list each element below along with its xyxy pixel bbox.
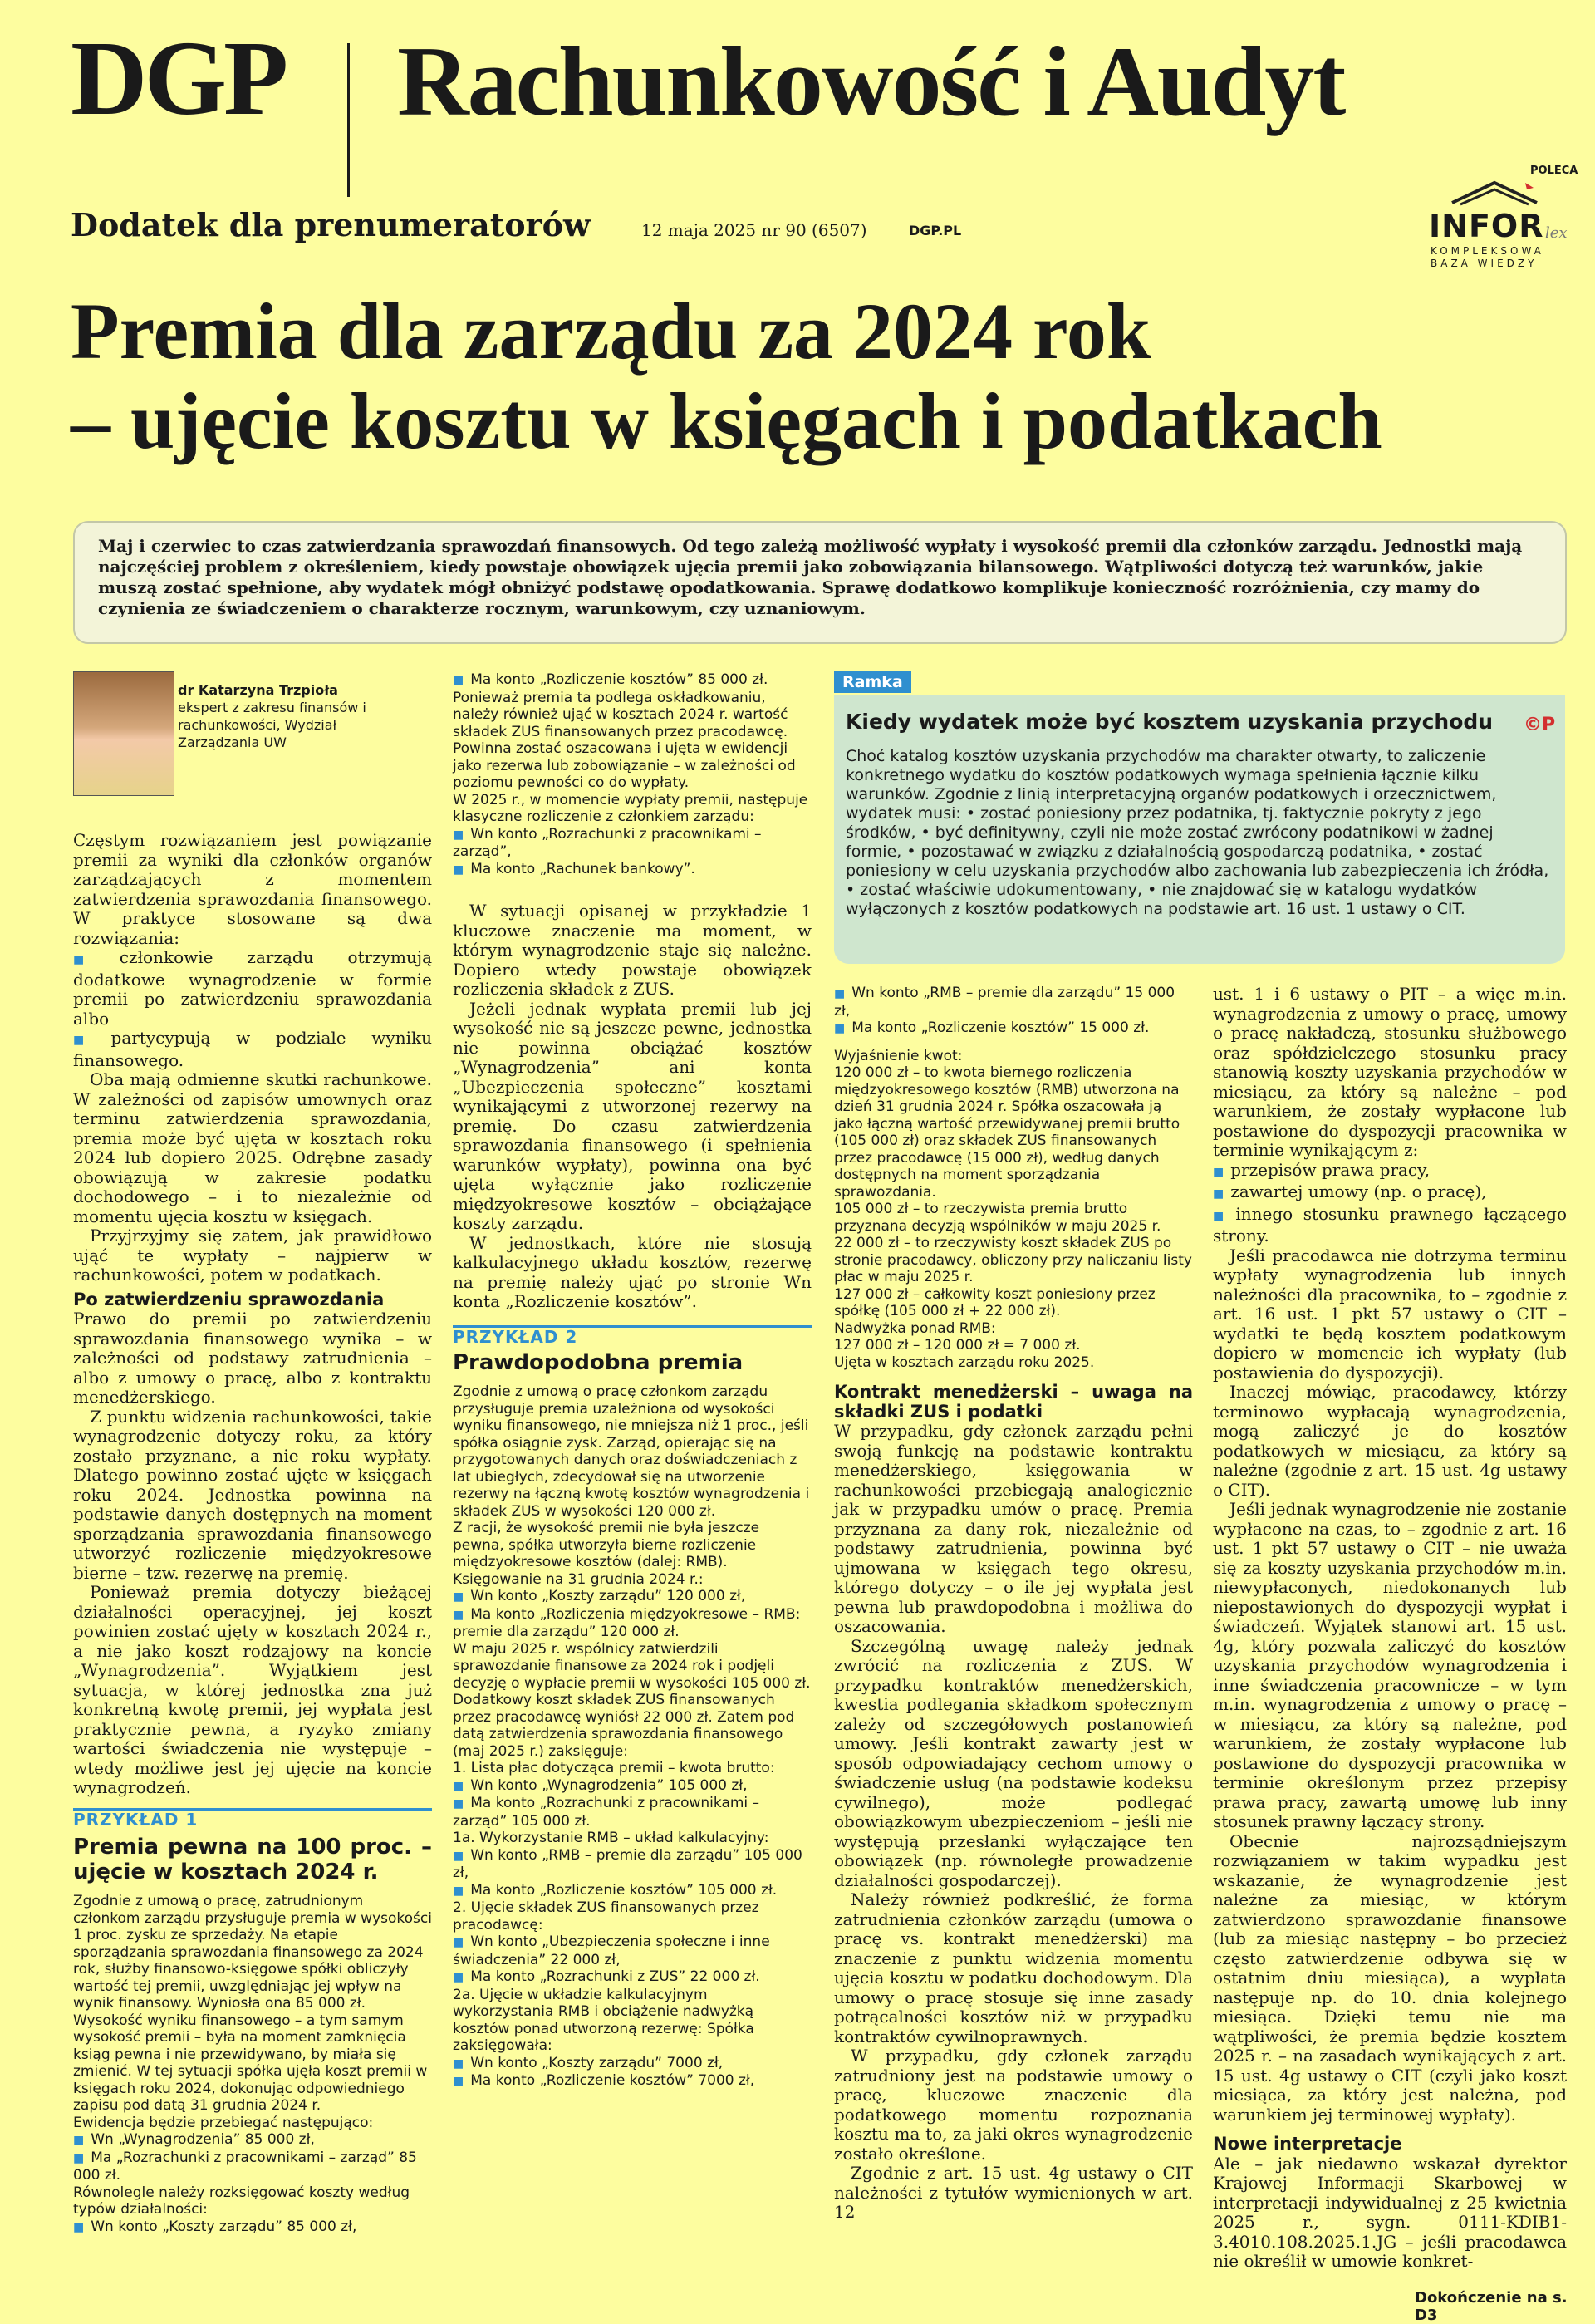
example-body: Równolegle należy rozksięgować koszty według typów działalności: [73, 2184, 410, 2218]
box-body [846, 747, 1553, 919]
example-step: 2a. Ujęcie w układzie kalkulacyjnym wykorzystania RMB i obciążenie nadwyżką kosztów ponad utworzoną rezerwę: Spółka zaksięgowała: [453, 1986, 754, 2054]
author-byline [178, 681, 419, 751]
entry-item: ■ Wn konto „RMB – premie dla zarządu” 15 000 zł, [834, 985, 1193, 1020]
partner-logo: INFOR [1429, 208, 1544, 244]
explanation: 105 000 zł – to rzeczywista premia brutto przyznana decyzją wspólników w maju 2025 r. [834, 1201, 1161, 1235]
explanation: Ujęta w kosztach zarządu roku 2025. [834, 1354, 1095, 1371]
example-step: 2. Ujęcie składek ZUS finansowanych przez pracodawcę: [453, 1899, 759, 1933]
paragraph: Przyjrzyjmy się zatem, jak prawidłowo ująć te wypłaty – najpierw w rachunkowości, potem w podatkach. [73, 1226, 432, 1285]
partner-recommends: POLECA [1530, 165, 1578, 177]
example-body: Ponieważ premia ta podlega oskładkowaniu, należy również ująć w kosztach 2024 r. wartość składek ZUS finansowanych przez pracodawcę. Powinna zostać oszacowana i ujęta w ewidencji jako rezerwa lub zobowiązanie – w zależności od poziomu pewności co do wypłaty. [453, 689, 796, 791]
explanation: 127 000 zł – 120 000 zł = 7 000 zł. [834, 1337, 1081, 1354]
example-step: 1. Lista płac dotycząca premii – kwota brutto: [453, 1760, 775, 1776]
paragraph: Ale – jak niedawno wskazał dyrektor Krajowej Informacji Skarbowej w interpretacji indywidualnej z 25 kwietnia 2025 r., sygn. 0111-KDIB1-3.4010.108.2025.1.JG – jeśli pracodawca nie określił w umowie konkret- [1213, 2153, 1567, 2271]
list-item: ■ członkowie zarządu otrzymują dodatkowe wynagrodzenie w formie premii po zatwierdzeniu sprawozdania albo [73, 948, 432, 1029]
subheading: Nowe interpretacje [1213, 2134, 1402, 2154]
example-body: W 2025 r., w momencie wypłaty premii, następuje klasyczne rozliczenie z członkiem zarządu: [453, 791, 808, 825]
example-body: Zgodnie z umową o pracę, zatrudnionym członkom zarządu przysługuje premia w wysokości 1 proc. zysku ze sprzedaży. Na etapie sporządzania sprawozdania finansowego za 2024 rok, służby finansowo-księgowe spółki obliczyły wartość tej premii, uwzględniając jej wpływ na wynik finansowy. Wyniosła ona 85 000 zł. Wysokość wyniku finansowego – a tym samym wysokość premii – była na moment zamknięcia ksiąg pewna i nie przewidywano, by miała się zmienić. W tej sytuacji spółka ujęła koszt premii w księgach roku 2024, dokonując odpowiedniego zapisu pod datą 31 grudnia 2024 r. [73, 1893, 432, 2114]
headline-line-2: – ujęcie kosztu w księgach i podatkach [71, 376, 1382, 465]
paragraph: W przypadku, gdy członek zarządu zatrudniony jest na podstawie umowy o pracę, kluczowe znaczenie dla podatkowego momentu rozpoznania kosztu ma to, za jaki okres wynagrodzenie zostało określone. [834, 2046, 1193, 2164]
example-body: Ewidencja będzie przebiegać następująco: [73, 2114, 374, 2131]
paragraph: Prawo do premii po zatwierdzeniu sprawozdania finansowego wynika – w zależności od podstawy zatrudnienia – albo z umowy o pracę, albo z kontraktu menedżerskiego. [73, 1309, 432, 1407]
site-link[interactable]: DGP.PL [909, 223, 962, 238]
partner-tagline: KOMPLEKSOWA BAZA WIEDZY [1431, 245, 1544, 269]
paragraph: W przypadku, gdy członek zarządu pełni swoją funkcję na podstawie kontraktu menedżerskiego, księgowania w rachunkowości przebiegają analogicznie jak w przypadku umów o pracę. Premia przyznana za dany rok, niezależnie od podstawy zatrudnienia, powinna być ujmowana w księgach tego okresu, którego dotyczy – o ile jej wypłata jest pewna lub prawdopodobna i możliwa do oszacowania. [834, 1421, 1193, 1636]
lead-box: Maj i czerwiec to czas zatwierdzania sprawozdań finansowych. Od tego zależą możliwość wypłaty i wysokość premii dla członków zarządu. Jednostki mają najczęściej problem z określeniem, kiedy powstaje obowiązek ujęcia premii jako zobowiązania bilansowego. Wątpliwości dotyczą też warunków, jakie muszą zostać spełnione, aby wydatek mógł obniżyć podstawę opodatkowania. Sprawę dodatkowo komplikuje konieczność rozróżnienia, czy mamy do czynienia ze świadczeniem o charakterze rocznym, warunkowym, czy uznaniowym. [73, 521, 1567, 644]
box-text: Choć katalog kosztów uzyskania przychodów ma charakter otwarty, to zaliczenie konkretnego wydatku do kosztów podatkowych wymaga spełnienia łącznie kilku warunków. Zgodnie z linią interpretacyjną organów podatkowych i orzecznictwem, wydatek musi: [846, 747, 1497, 823]
paragraph: Jeśli pracodawca nie dotrzyma terminu wypłaty wynagrodzenia lub innych należności dla pracownika, to – zgodnie z art. 16 ust. 1 pkt 57 ustawy o CIT – wydatki te będą kosztem podatkowym dopiero w momencie ich wypłaty (lub postawienia do dyspozycji). [1213, 1245, 1567, 1383]
info-box [834, 695, 1565, 964]
author-bio: ekspert z zakresu finansów i rachunkowości, Wydział Zarządzania UW [178, 700, 366, 750]
paragraph: W sytuacji opisanej w przykładzie 1 kluczowe znaczenie ma moment, w którym wynagrodzenie staje się należne. Dopiero wtedy powstaje obowiązek rozliczenia składek z ZUS. [453, 901, 812, 999]
entry-item: ■ Ma konto „Rozliczenie kosztów” 15 000 zł. [834, 1020, 1193, 1038]
example-step: 1a. Wykorzystanie RMB – układ kalkulacyjny: [453, 1830, 769, 1846]
entry-item: ■ Wn konto „Ubezpieczenia społeczne i inne świadczenia” 22 000 zł, [453, 1933, 812, 1968]
box-text: • zostać poniesiony przez podatnika, tj. faktycznie pokryty z jego środków, • być definitywny, czyli nie może zostać zwrócony podatnikowi w żadnej formie, • pozostawać w związku z działalnością gospodarczą podatnika, • zostać poniesiony w celu uzyskania przychodów albo zachowania lub zabezpieczenia ich źródła, • zostać właściwie udokumentowany, • nie znajdować się w katalogu wydatków wyłączonych z kosztów podatkowych na podstawie art. 16 ust. 1 ustawy o CIT. [846, 804, 1549, 918]
partner-lex: lex [1545, 224, 1568, 242]
entry-item: ■ Wn konto „Koszty zarządu” 120 000 zł, [453, 1588, 812, 1606]
list-item: ■ zawartej umowy (np. o pracę), [1213, 1182, 1567, 1205]
subheading: Kontrakt menedżerski – uwaga na składki ZUS i podatki [834, 1382, 1193, 1422]
paragraph: Oba mają odmienne skutki rachunkowe. W zależności od zapisów umownych oraz terminu zatwierdzenia sprawozdania, premia może być ujęta w kosztach roku 2024 lub dopiero 2025. Odrębne zasady obowiązują w zakresie podatku dochodowego – i to niezależnie od momentu ujęcia kosztu w księgach. [73, 1069, 432, 1226]
paragraph: Obecnie najrozsądniejszym rozwiązaniem w takim wypadku jest wskazanie, że wynagrodzenie jest należne za miesiąc, w którym zatwierdzono sprawozdanie finansowe (lub za miesiąc następny – bo przecież często zatwierdzenie odbywa się w ostatnim dniu miesiąca), a wypłata następuje np. do 10. dnia kolejnego miesiąca. Dzięki temu nie ma wątpliwości, że premia będzie kosztem 2025 r. – na zasadach wynikających z art. 15 ust. 4g ustawy o CIT (czyli jako koszt miesiąca, za który jest należna, pod warunkiem jej terminowej wypłaty). [1213, 1830, 1567, 2125]
example-title: Prawdopodobna premia [453, 1350, 744, 1375]
example-body: Zgodnie z umową o pracę członkom zarządu przysługuje premia uzależniona od wysokości wyniku finansowego, nie mniejsza niż 1 proc., jeśli spółka osiągnie zysk. Zarząd, opierając się na przygotowanych danych oraz doświadczeniach z lat ubiegłych, zdecydował się na utworzenie rezerwy na łączną kwotę kosztów wynagrodzenia i składek ZUS w wysokości 120 000 zł. [453, 1383, 810, 1520]
explanation: 120 000 zł – to kwota biernego rozliczenia międzyokresowego kosztów (RMB) utworzona na dzień 31 grudnia 2024 r. Spółka oszacowała ją jako łączną wartość przewidywanej premii brutto (105 000 zł) oraz składek ZUS finansowanych przez pracodawcę (15 000 zł), według danych dostępnych na moment sporządzania sprawozdania. [834, 1064, 1180, 1201]
issue-info: 12 maja 2025 nr 90 (6507) [641, 220, 867, 240]
paragraph: W jednostkach, które nie stosują kalkulacyjnego układu kosztów, rezerwę na premię należy ująć po stronie Wn konta „Rozliczenie kosztów”. [453, 1232, 812, 1311]
headline [71, 287, 1566, 466]
paragraph: Ponieważ premia dotyczy bieżącej działalności operacyjnej, jej koszt powinien zostać ujęty w kosztach 2024 r., a nie jako koszt rodzajowy na koncie „Wynagrodzenia”. Wyjątkiem jest sytuacja, w której jednostka zna już konkretną kwotę premii, jej wypłata jest praktycznie pewna, a ryzyko zmiany wartości świadczenia nie występuje – wtedy możliwe jest jej ujęcie na koncie wynagrodzeń. [73, 1582, 432, 1797]
copyright-icon: ©P [1524, 715, 1556, 735]
continuation-note: Dokończenie na s. D3 [1415, 2289, 1568, 2324]
entry-item: ■ Wn „Wynagrodzenia” 85 000 zł, [73, 2131, 432, 2150]
paragraph: ust. 1 i 6 ustawy o PIT – a więc m.in. wynagrodzenia z umowy o pracę, umowy o pracę nakładczą, stosunku służbowego oraz spółdzielczego stosunku pracy stanowią koszty uzyskania przychodów w miesiącu, za który są należne – pod warunkiem, że zostały wypłacone lub postawione do dyspozycji pracownika w terminie wynikającym z: [1213, 984, 1567, 1160]
book-icon [1449, 178, 1540, 208]
supplement-label: Dodatek dla prenumeratorów [71, 206, 591, 243]
entry-item: ■ Wn konto „RMB – premie dla zarządu” 105 000 zł, [453, 1847, 812, 1882]
author-name: dr Katarzyna Trzpioła [178, 682, 338, 698]
entry-item: ■ Wn konto „Rozrachunki z pracownikami – zarząd”, [453, 826, 812, 861]
example-label: PRZYKŁAD 1 [73, 1809, 199, 1830]
author-photo [73, 671, 174, 796]
explanation: Wyjaśnienie kwot: [834, 1047, 963, 1064]
column-4 [1213, 985, 1567, 2272]
column-2 [453, 671, 812, 2091]
paragraph: Inaczej mówiąc, pracodawcy, którzy terminowo wypłacają wynagrodzenia, mogą zaliczyć je do kosztów podatkowych w miesiącu, za który są należne (zgodnie z art. 15 ust. 4g ustawy o CIT). [1213, 1382, 1567, 1500]
paragraph: Z punktu widzenia rachunkowości, takie wynagrodzenie dotyczy roku, za który zostało przyznane, a nie roku wypłaty. Dlatego powinno zostać ujęte w księgach roku 2024. Jednostka powinna na podstawie danych dostępnych na moment sporządzania sprawozdania finansowego utworzyć rozliczenie międzyokresowe bierne – tzw. rezerwę na premię. [73, 1406, 432, 1583]
paragraph: Szczególną uwagę należy jednak zwrócić na rozliczenia z ZUS. W przypadku kontraktów menedżerskich, kwestia podlegania składkom społecznym zależy od szczegółowych postanowień umowy. Jeśli kontrakt zawarty jest w sposób odpowiadający cechom umowy o świadczenie usług (na podstawie kodeksu cywilnego), może podlegać obowiązkowym ubezpieczeniom – jeśli nie występują przesłanki wyłączające ten obowiązek (np. równoległe prowadzenie działalności gospodarczej). [834, 1635, 1193, 1890]
masthead-divider [347, 43, 350, 197]
entry-item: ■ Ma „Rozrachunki z pracownikami – zarząd” 85 000 zł. [73, 2150, 432, 2184]
entry-item: ■ Wn konto „Koszty zarządu” 7000 zł, [453, 2055, 812, 2073]
section-title: Rachunkowość i Audyt [397, 26, 1345, 136]
column-3 [834, 985, 1193, 2223]
entry-item: ■ Ma konto „Rozliczenia międzyokresowe – RMB: premie dla zarządu” 120 000 zł. [453, 1606, 812, 1641]
box-title: Kiedy wydatek może być kosztem uzyskania przychodu [846, 710, 1494, 734]
entry-item: ■ Wn konto „Wynagrodzenia” 105 000 zł, [453, 1777, 812, 1796]
entry-item: ■ Ma konto „Rozliczenie kosztów” 105 000 zł. [453, 1882, 812, 1900]
column-1 [73, 831, 432, 2236]
example-label: PRZYKŁAD 2 [453, 1326, 578, 1347]
entry-item: ■ Ma konto „Rachunek bankowy”. [453, 861, 812, 879]
explanation: Nadwyżka ponad RMB: [834, 1319, 996, 1337]
paragraph: Należy również podkreślić, że forma zatrudnienia członków zarządu (umowa o pracę vs. kontrakt menedżerski) ma znaczenie z punktu widzenia momentu ujęcia kosztu w podatku dochodowym. Dla umowy o pracę stosuje się inne zasady potrącalności kosztów niż w przypadku kontraktów cywilnoprawnych. [834, 1889, 1193, 2046]
paragraph: Zgodnie z art. 15 ust. 4g ustawy o CIT należności z tytułów wymienionych w art. 12 [834, 2163, 1193, 2222]
entry-item: ■ Wn konto „Koszty zarządu” 85 000 zł, [73, 2218, 432, 2237]
headline-line-1: Premia dla zarządu za 2024 rok [71, 287, 1151, 376]
box-tag: Ramka [834, 671, 911, 693]
entry-item: ■ Ma konto „Rozrachunki z ZUS” 22 000 zł. [453, 1968, 812, 1987]
paragraph: Częstym rozwiązaniem jest powiązanie premii za wyniki dla członków organów zarządzających z momentem zatwierdzenia sprawozdania finansowego. W praktyce stosowane są dwa rozwiązania: [73, 830, 432, 948]
example-body: Z racji, że wysokość premii nie była jeszcze pewna, spółka utworzyła bierne rozliczenie międzyokresowe kosztów (dalej: RMB). Księgowanie na 31 grudnia 2024 r.: [453, 1520, 760, 1588]
list-item: ■ przepisów prawa pracy, [1213, 1161, 1567, 1183]
example-body: W maju 2025 r. wspólnicy zatwierdzili sprawozdanie finansowe za 2024 rok i podjęli decyzję o wypłacie premii w wysokości 105 000 zł. Dodatkowy koszt składek ZUS finansowanych przez pracodawcę wyniósł 22 000 zł. Zatem pod datą zatwierdzenia sprawozdania finansowego (maj 2025 r.) zaksięguje: [453, 1640, 811, 1760]
explanation: 22 000 zł – to rzeczywisty koszt składek ZUS po stronie pracodawcy, obliczony przy naliczaniu listy płac w maju 2025 r. [834, 1235, 1192, 1285]
brand-logo: DGP [71, 19, 286, 137]
list-item: ■ innego stosunku prawnego łączącego strony. [1213, 1205, 1567, 1246]
entry-item: ■ Ma konto „Rozrachunki z pracownikami – zarząd” 105 000 zł. [453, 1795, 812, 1830]
entry-item: ■ Ma konto „Rozliczenie kosztów” 85 000 zł. [453, 671, 812, 690]
paragraph: Jeżeli jednak wypłata premii lub jej wysokość nie są jeszcze pewne, jednostka nie powinna obciążać kosztów „Wynagrodzenia” ani konta „Ubezpieczenia społeczne” kosztami wynikającymi z utworzonej rezerwy na premię. Do czasu zatwierdzenia sprawozdania finansowego (i spełnienia warunków wypłaty), powinna ona być ujęta wyłącznie jako rozliczenie międzyokresowe kosztów – obciążające koszty zarządu. [453, 998, 812, 1233]
entry-item: ■ Ma konto „Rozliczenie kosztów” 7000 zł, [453, 2072, 812, 2091]
subheading: Po zatwierdzeniu sprawozdania [73, 1289, 385, 1309]
list-item: ■ partycypują w podziale wyniku finansowego. [73, 1029, 432, 1070]
explanation: 127 000 zł – całkowity koszt poniesiony przez spółkę (105 000 zł + 22 000 zł). [834, 1285, 1156, 1319]
example-title: Premia pewna na 100 proc. – ujęcie w kosztach 2024 r. [73, 1835, 432, 1884]
paragraph: Jeśli jednak wynagrodzenie nie zostanie wypłacone na czas, to – zgodnie z art. 16 ust. 1 pkt 57 ustawy o CIT – nie uważa się za koszty uzyskania przychodów m.in. niewypłaconych, niedokonanych lub niepostawionych do dyspozycji wypłat i świadczeń. Wyjątek stanowi art. 15 ust. 4g, który pozwala zaliczyć do kosztów uzyskania przychodów wynagrodzenia i inne świadczenia pracownicze – w tym m.in. wynagrodzenia z umowy o pracę – w miesiącu, za który są należne, pod warunkiem, że zostały wypłacone lub postawione do dyspozycji pracownika w terminie określonym przez przepisy prawa pracy, zawartą umowę lub inny stosunek prawny łączący strony. [1213, 1499, 1567, 1831]
